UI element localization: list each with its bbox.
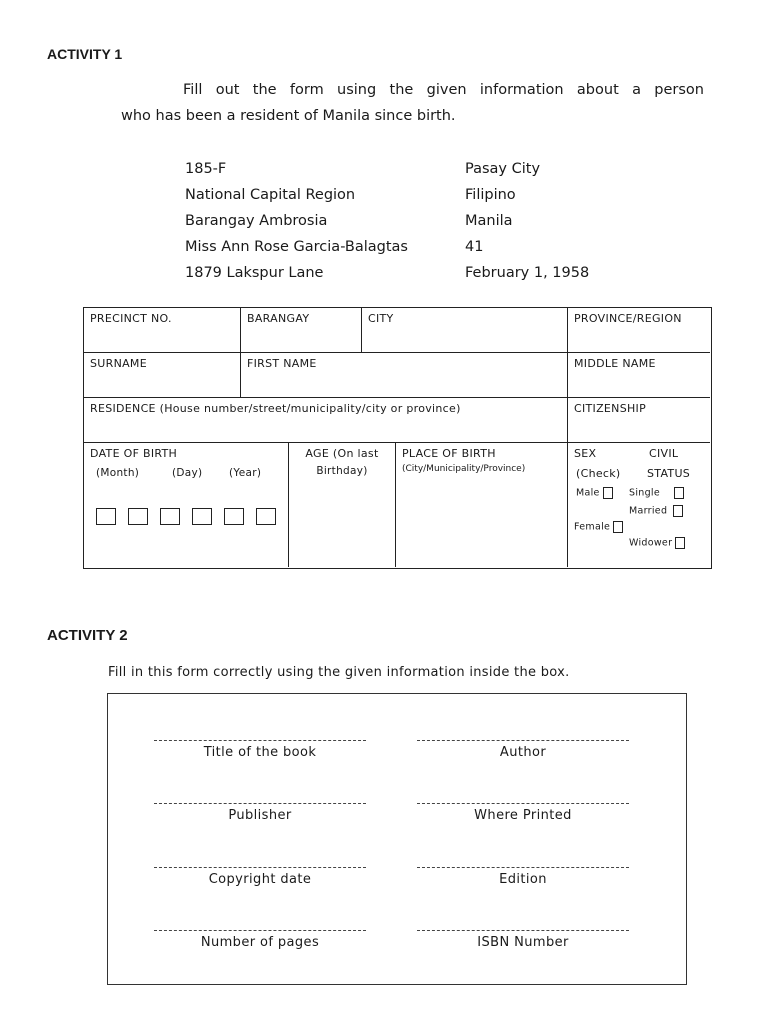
instruction-line1: Fill out the form using the given information about a person bbox=[183, 82, 704, 98]
sex-check-label: (Check) bbox=[576, 467, 621, 480]
widower-option[interactable] bbox=[629, 537, 685, 549]
pob-sub-label: (City/Municipality/Province) bbox=[402, 464, 526, 474]
given-right-1: Pasay City bbox=[465, 161, 541, 177]
single-option[interactable] bbox=[629, 487, 684, 499]
dob-day-label: (Day) bbox=[172, 467, 203, 479]
book-info-box bbox=[107, 693, 687, 985]
isbn-line bbox=[417, 914, 629, 931]
author-label: Author bbox=[499, 745, 547, 760]
where-printed-line bbox=[417, 787, 629, 804]
dob-year-box-2[interactable] bbox=[256, 508, 276, 525]
isbn-field[interactable] bbox=[413, 914, 633, 953]
publisher-field[interactable] bbox=[150, 787, 370, 826]
dob-day-box-2[interactable] bbox=[192, 508, 212, 525]
copyright-field[interactable] bbox=[150, 851, 370, 890]
title-field[interactable] bbox=[150, 724, 370, 763]
civil-label: CIVIL bbox=[649, 447, 679, 460]
edition-field[interactable] bbox=[413, 851, 633, 890]
voter-form bbox=[83, 307, 712, 569]
date-of-birth-cell bbox=[84, 443, 289, 567]
female-checkbox[interactable] bbox=[613, 521, 623, 533]
given-left-2: National Capital Region bbox=[185, 187, 356, 203]
author-line bbox=[417, 724, 629, 741]
province-cell[interactable] bbox=[568, 308, 710, 353]
dob-year-label: (Year) bbox=[229, 467, 262, 479]
female-label: Female bbox=[574, 521, 611, 533]
copyright-label: Copyright date bbox=[208, 872, 312, 887]
residence-cell[interactable] bbox=[84, 398, 568, 443]
given-left-4: Miss Ann Rose Garcia-Balagtas bbox=[185, 239, 408, 255]
widower-label: Widower bbox=[629, 537, 673, 549]
barangay-cell[interactable] bbox=[241, 308, 362, 353]
pages-label: Number of pages bbox=[200, 935, 320, 950]
place-of-birth-cell[interactable] bbox=[396, 443, 568, 567]
given-information bbox=[185, 156, 615, 286]
given-right-3: Manila bbox=[465, 213, 513, 229]
given-right-2: Filipino bbox=[465, 187, 516, 203]
precinct-label: PRECINCT NO. bbox=[90, 312, 172, 325]
married-option[interactable] bbox=[629, 505, 683, 517]
dob-month-label: (Month) bbox=[96, 467, 140, 479]
where-printed-field[interactable] bbox=[413, 787, 633, 826]
sex-civil-cell bbox=[568, 443, 710, 567]
edition-line bbox=[417, 851, 629, 868]
married-checkbox[interactable] bbox=[673, 505, 683, 517]
sex-label: SEX bbox=[574, 447, 597, 460]
dob-year-box-1[interactable] bbox=[224, 508, 244, 525]
given-left-5: 1879 Lakspur Lane bbox=[185, 265, 324, 281]
given-left-3: Barangay Ambrosia bbox=[185, 213, 328, 229]
given-left-1: 185-F bbox=[185, 161, 227, 177]
pages-field[interactable] bbox=[150, 914, 370, 953]
precinct-cell[interactable] bbox=[84, 308, 241, 353]
title-label: Title of the book bbox=[203, 745, 317, 760]
barangay-label: BARANGAY bbox=[247, 312, 310, 325]
dob-label: DATE OF BIRTH bbox=[90, 447, 178, 460]
pob-label: PLACE OF BIRTH bbox=[402, 447, 496, 460]
isbn-label: ISBN Number bbox=[477, 935, 569, 950]
male-checkbox[interactable] bbox=[603, 487, 613, 499]
where-printed-label: Where Printed bbox=[474, 808, 572, 823]
given-right-4: 41 bbox=[465, 239, 484, 255]
dob-day-box-1[interactable] bbox=[160, 508, 180, 525]
pages-line bbox=[154, 914, 366, 931]
married-label: Married bbox=[629, 505, 668, 517]
age-cell[interactable] bbox=[289, 443, 396, 567]
age-label-line2: Birthday) bbox=[316, 465, 368, 477]
activity2-instruction: Fill in this form correctly using the given information inside the box. bbox=[108, 665, 570, 680]
male-label: Male bbox=[576, 487, 600, 499]
activity2-heading: ACTIVITY 2 bbox=[47, 627, 128, 644]
province-label: PROVINCE/REGION bbox=[574, 312, 682, 325]
first-name-cell[interactable] bbox=[241, 353, 568, 398]
copyright-line bbox=[154, 851, 366, 868]
middle-name-cell[interactable] bbox=[568, 353, 710, 398]
author-field[interactable] bbox=[413, 724, 633, 763]
citizenship-label: CITIZENSHIP bbox=[574, 402, 647, 415]
given-right-5: February 1, 1958 bbox=[465, 265, 590, 281]
male-option[interactable] bbox=[576, 487, 613, 499]
dob-month-box-2[interactable] bbox=[128, 508, 148, 525]
female-option[interactable] bbox=[574, 521, 623, 533]
middle-name-label: MIDDLE NAME bbox=[574, 357, 656, 370]
first-name-label: FIRST NAME bbox=[247, 357, 317, 370]
publisher-line bbox=[154, 787, 366, 804]
single-label: Single bbox=[629, 487, 661, 499]
activity1-heading: ACTIVITY 1 bbox=[47, 46, 123, 62]
single-checkbox[interactable] bbox=[674, 487, 684, 499]
city-label: CITY bbox=[368, 312, 394, 325]
dob-month-box-1[interactable] bbox=[96, 508, 116, 525]
city-cell[interactable] bbox=[362, 308, 568, 353]
age-label-line1: AGE (On last bbox=[305, 447, 379, 460]
publisher-label: Publisher bbox=[228, 808, 292, 823]
surname-label: SURNAME bbox=[90, 357, 147, 370]
surname-cell[interactable] bbox=[84, 353, 241, 398]
residence-label: RESIDENCE (House number/street/municipality/city or province) bbox=[90, 402, 461, 415]
citizenship-cell[interactable] bbox=[568, 398, 710, 443]
instruction-line2: who has been a resident of Manila since birth. bbox=[121, 108, 456, 124]
widower-checkbox[interactable] bbox=[675, 537, 685, 549]
title-line bbox=[154, 724, 366, 741]
activity1-instruction bbox=[121, 77, 704, 129]
status-label: STATUS bbox=[647, 467, 691, 480]
edition-label: Edition bbox=[499, 872, 547, 887]
